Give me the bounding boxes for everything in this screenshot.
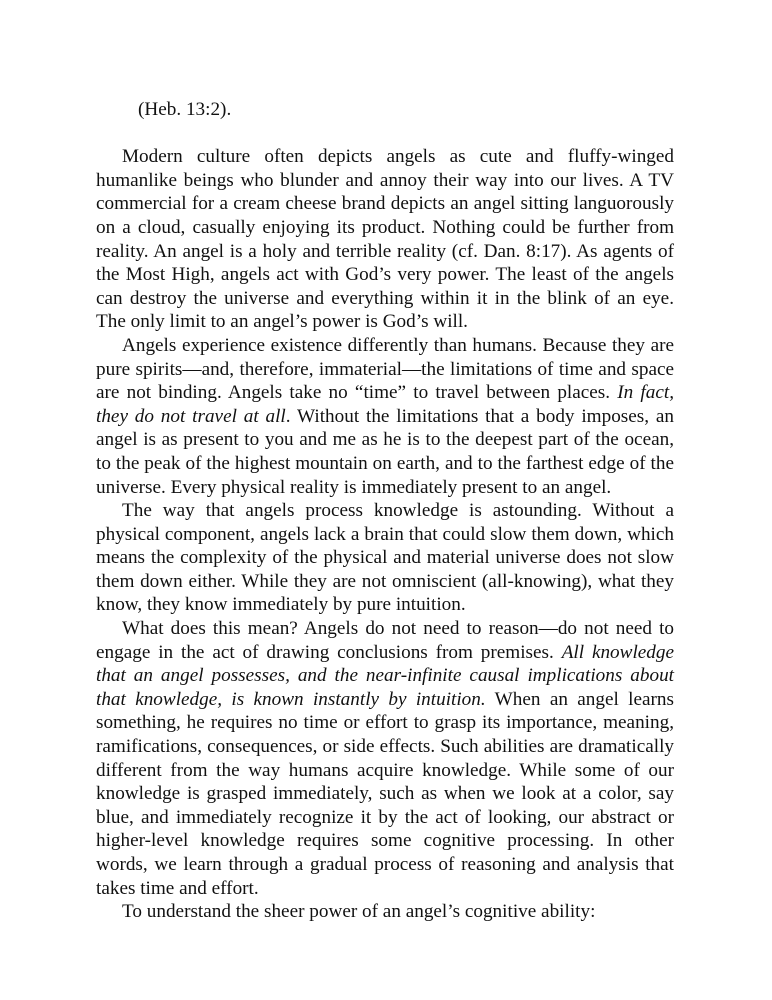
paragraph-4-emphasis: All knowledge that an angel possesses, and the near-infinite causal implications about that knowledge, is known instantly by intuition. <box>96 641 674 710</box>
paragraph-1: Modern culture often depicts angels as cute and fluffy-winged humanlike beings who blunder and annoy their way into our lives. A TV commercial for a cream cheese brand depicts an angel sitting languorously on a cloud, casually enjoying its product. Nothing could be further from reality. An angel is a holy and terrible reality (cf. Dan. 8:17). As agents of the Most High, angels act with God’s very power. The least of the angels can destroy the universe and everything within it in the blink of an eye. The only limit to an angel’s power is God’s will. <box>96 146 674 333</box>
paragraph-2-text-a: Angels experience existence differently than humans. Because they are pure spirits—and, therefore, immaterial—the limitations of time and space are not binding. Angels take no “time” to travel between places. <box>96 334 674 404</box>
paragraph-3: The way that angels process knowledge is astounding. Without a physical component, angels lack a brain that could slow them down, which means the complexity of the physical and material universe does not slow them down either. While they are not omniscient (all-knowing), what they know, they know immediately by pure intuition. <box>96 500 674 616</box>
scripture-citation: (Heb. 13:2). <box>138 99 232 120</box>
paragraph-4-text-b: When an angel learns something, he requires no time or effort to grasp its importance, meaning, ramifications, consequences, or side effects. Such abilities are dramatically different from the way humans acquire knowledge. While some of our knowledge is grasped immediately, such as when we look at a color, say blue, and immediately recognize it by the act of looking, our abstract or higher-level knowledge requires some cognitive processing. In other words, we learn through a gradual process of reasoning and analysis that takes time and effort. <box>96 688 674 899</box>
body-text <box>96 98 674 924</box>
paragraph-4-text-a: What does this mean? Angels do not need to reason—do not need to engage in the act of drawing conclusions from premises. <box>96 618 674 663</box>
paragraph-gap <box>96 122 674 146</box>
paragraph-2-emphasis: In fact, they do not travel at all <box>96 382 674 427</box>
paragraph-4 <box>96 617 674 900</box>
paragraph-2 <box>96 334 674 499</box>
paragraph-5: To understand the sheer power of an angel’s cognitive ability: <box>122 901 596 923</box>
paragraph-2-text-b: . Without the limitations that a body imposes, an angel is as present to you and me as he is to the deepest part of the ocean, to the peak of the highest mountain on earth, and to the farthest edge of the universe. Every physical reality is immediately present to an angel. <box>96 405 674 498</box>
